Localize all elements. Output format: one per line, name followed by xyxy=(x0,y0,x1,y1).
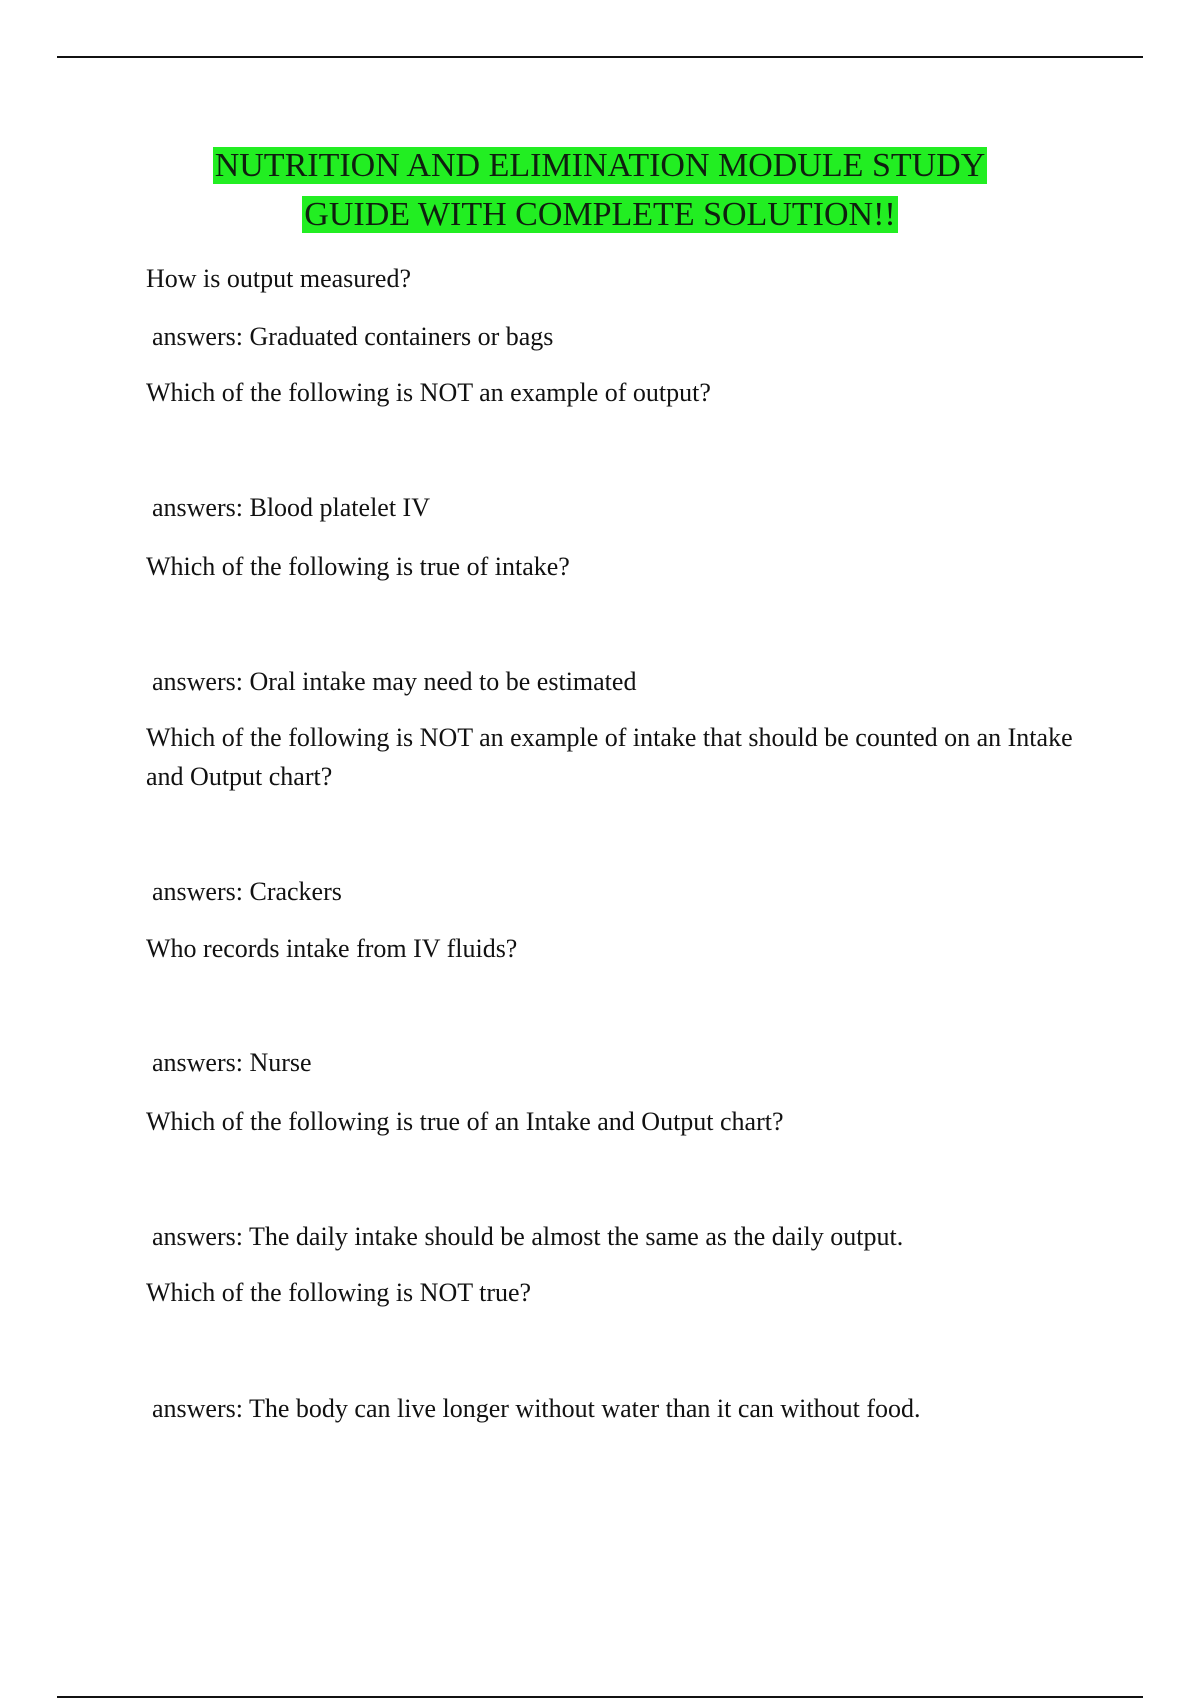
question-2: Which of the following is NOT an example of output? xyxy=(146,378,711,407)
answer-1: answers: Graduated containers or bags xyxy=(152,322,554,351)
question-6: Which of the following is true of an Intake and Output chart? xyxy=(146,1107,784,1136)
question-1: How is output measured? xyxy=(146,264,412,293)
question-3: Which of the following is true of intake? xyxy=(146,552,570,581)
question-7: Which of the following is NOT true? xyxy=(146,1278,532,1307)
answer-5: answers: Nurse xyxy=(152,1048,312,1077)
answer-6: answers: The daily intake should be almost the same as the daily output. xyxy=(152,1222,904,1251)
question-5: Who records intake from IV fluids? xyxy=(146,934,518,963)
question-4: Which of the following is NOT an example of intake that should be counted on an Intake and Output chart? xyxy=(146,723,1073,791)
title-line-1: NUTRITION AND ELIMINATION MODULE STUDY xyxy=(214,147,986,184)
header-rule xyxy=(57,56,1143,58)
answer-7: answers: The body can live longer without water than it can without food. xyxy=(152,1394,921,1423)
footer-rule xyxy=(57,1696,1143,1698)
answer-4: answers: Crackers xyxy=(152,877,342,906)
title-line-2: GUIDE WITH COMPLETE SOLUTION!! xyxy=(304,196,896,233)
document-title xyxy=(0,141,1200,239)
answer-3: answers: Oral intake may need to be estimated xyxy=(152,667,637,696)
answer-2: answers: Blood platelet IV xyxy=(152,493,430,522)
